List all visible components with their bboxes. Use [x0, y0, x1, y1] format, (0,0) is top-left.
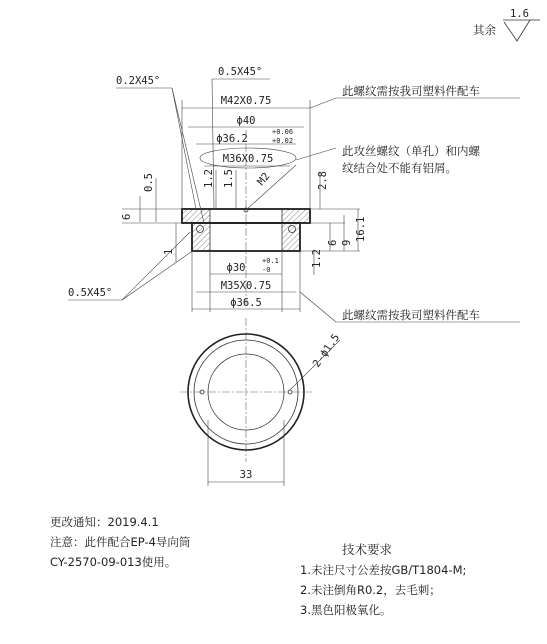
dim-9: 9 [341, 239, 353, 246]
tech-requirement-2: 2.未注倒角R0.2，去毛刺； [300, 583, 441, 597]
change-notice-line2: 注意：此件配合EP-4导向筒 [50, 535, 191, 549]
dim-phi36-2-tol-upper: +0.06 [272, 128, 294, 136]
dim-1-2-right: 1.2 [311, 249, 323, 268]
tech-requirements-title: 技术要求 [342, 542, 393, 557]
dim-chamfer-bottom-left: 0.5X45° [68, 287, 113, 299]
dim-2-8: 2.8 [317, 171, 329, 190]
change-notice [50, 515, 190, 569]
hatch-left-bottom [192, 223, 210, 251]
dim-m36: M36X0.75 [222, 153, 274, 165]
hatch-left-top [182, 209, 210, 223]
hatch-right-bottom [282, 223, 300, 251]
dim-1-5-center: 1.5 [223, 169, 235, 188]
dim-1-left: 1 [163, 248, 175, 255]
dim-6-right: 6 [327, 239, 339, 246]
dim-phi36-2: ϕ36.2 [216, 133, 248, 145]
note-tap-line2: 纹结合处不能有铝屑。 [342, 161, 457, 175]
surface-finish-value: 1.6 [510, 8, 529, 20]
dim-m2: M2 [255, 170, 273, 188]
dim-chamfer-top-mid: 0.5X45° [218, 66, 263, 78]
dim-phi36-5: ϕ36.5 [230, 297, 262, 309]
section-view [68, 66, 520, 322]
dim-chamfer-top-left: 0.2X45° [116, 75, 161, 87]
tech-requirement-3: 3.黑色阳极氧化。 [300, 603, 392, 617]
dim-phi30-tol-upper: +0.1 [262, 257, 279, 265]
dim-phi40: ϕ40 [236, 115, 256, 127]
change-notice-line1: 更改通知：2019.4.1 [50, 515, 159, 529]
tech-requirement-1: 1.未注尺寸公差按GB/T1804-M; [300, 563, 467, 577]
hatch-right-top [282, 209, 310, 223]
dim-phi36-2-tol-lower: +0.02 [272, 137, 294, 145]
dim-m35: M35X0.75 [220, 280, 272, 292]
note-thread-bottom: 此螺纹需按我司塑料件配车 [342, 308, 480, 322]
dim-16-1: 16.1 [355, 216, 367, 242]
surface-finish-symbol [473, 8, 540, 41]
dim-width-33: 33 [239, 469, 253, 481]
top-view [180, 318, 342, 486]
dim-phi30: ϕ30 [226, 262, 246, 274]
dim-1-2-center: 1.2 [203, 169, 215, 188]
dim-holes: 2-ϕ1.5 [310, 331, 343, 370]
change-notice-line3: CY-2570-09-013使用。 [50, 555, 177, 569]
surface-finish-label: 其余 [473, 23, 496, 37]
tech-requirements [300, 542, 466, 617]
dim-m42: M42X0.75 [220, 95, 272, 107]
note-thread-top: 此螺纹需按我司塑料件配车 [342, 84, 480, 98]
dim-0-5: 0.5 [143, 173, 155, 192]
dim-phi30-tol-lower: -0 [262, 266, 271, 274]
dim-6-left: 6 [121, 213, 133, 220]
note-tap-line1: 此攻丝螺纹（单孔）和内螺 [342, 144, 480, 158]
